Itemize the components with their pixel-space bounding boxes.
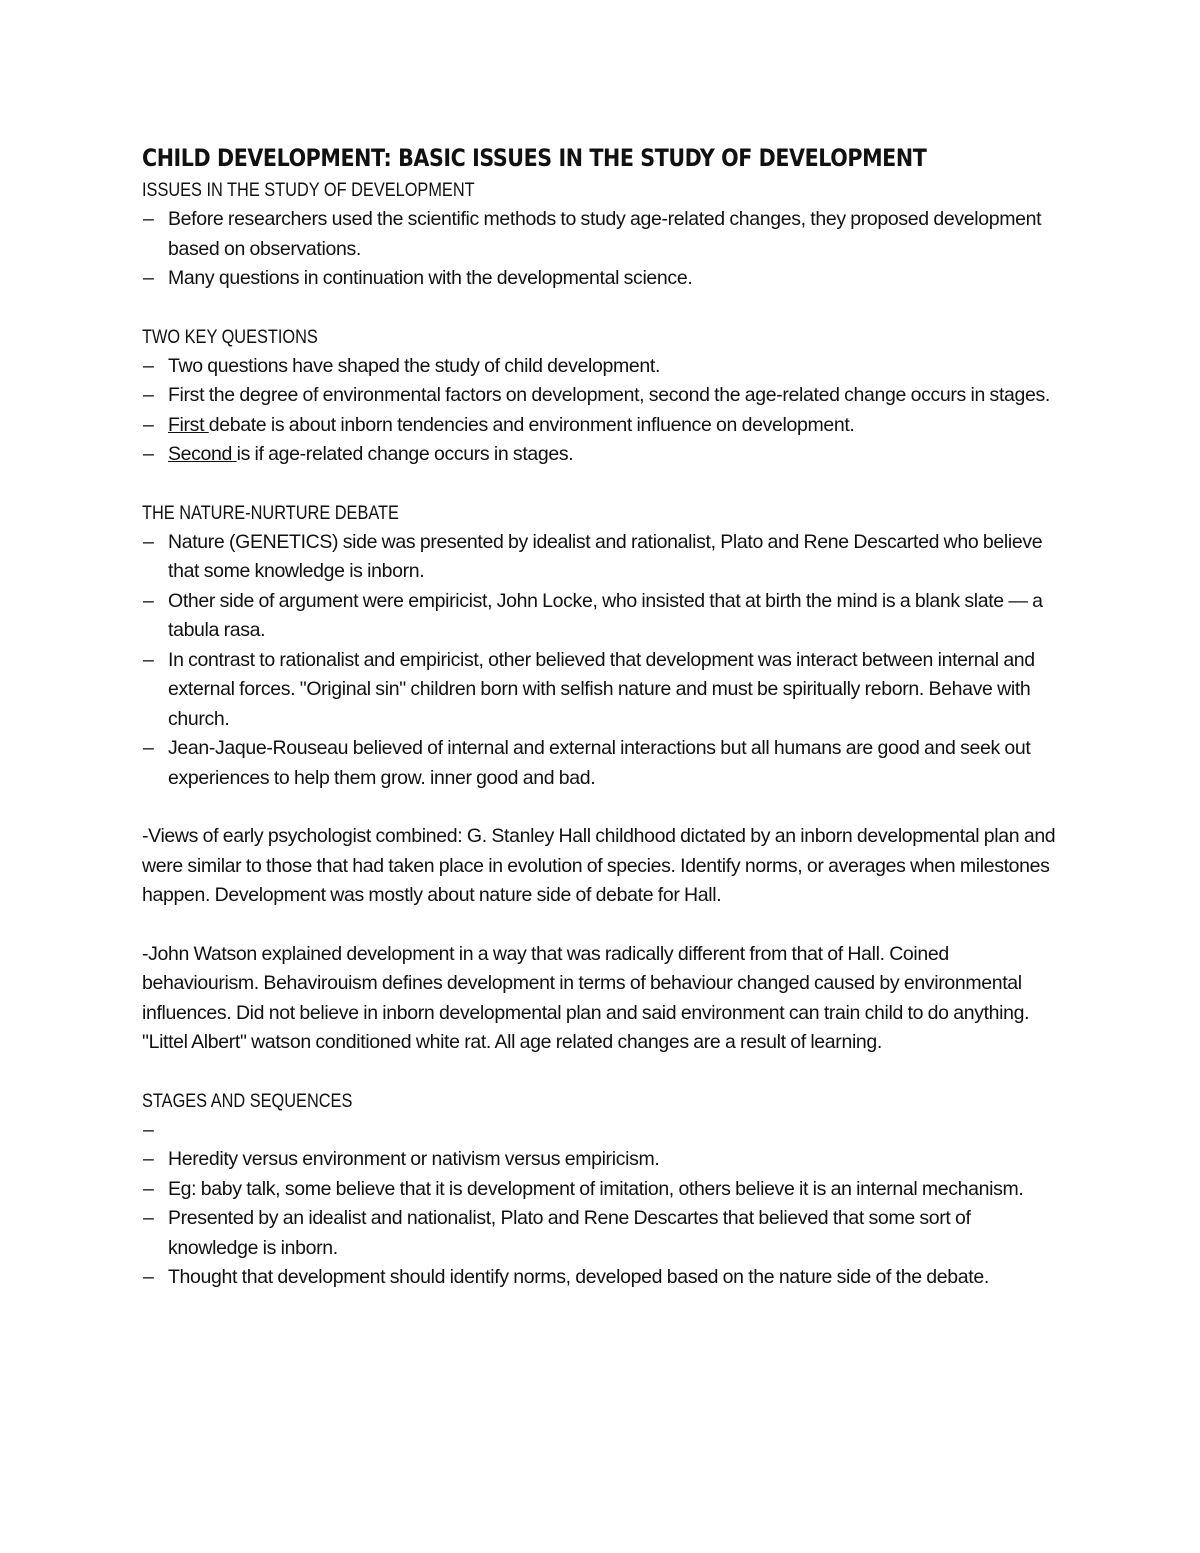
list-item xyxy=(142,528,1062,587)
list-item xyxy=(142,352,1062,382)
list-item xyxy=(142,1204,1062,1263)
dash-bullet-icon: – xyxy=(143,443,154,465)
list-item xyxy=(142,646,1062,735)
list-item-text: Other side of argument were empiricist, John Locke, who insisted that at birth the mind is a blank slate — a tabula rasa. xyxy=(168,589,1043,641)
dash-bullet-icon: – xyxy=(143,1207,154,1229)
list-item-text: Presented by an idealist and nationalist, Plato and Rene Descartes that believed that some sort of knowledge is inborn. xyxy=(168,1207,971,1259)
list-item-text: Many questions in continuation with the developmental science. xyxy=(168,267,693,289)
list-item xyxy=(142,734,1062,793)
list-item-text: Before researchers used the scientific methods to study age-related changes, they proposed development based on observations. xyxy=(168,208,1042,260)
section-heading: THE NATURE-NURTURE DEBATE xyxy=(142,502,399,524)
spacer xyxy=(142,793,1062,822)
spacer xyxy=(142,1058,1062,1087)
list-item xyxy=(142,411,1062,441)
list-item-text: Nature (GENETICS) side was presented by idealist and rationalist, Plato and Rene Descarted who believe that some knowledge is inborn. xyxy=(168,530,1043,582)
bullet-list xyxy=(142,352,1062,470)
dash-bullet-icon: – xyxy=(143,1177,154,1200)
list-item-text: Eg: baby talk, some believe that it is development of imitation, others believe it is an internal mechanism. xyxy=(168,1177,1024,1200)
section-heading: STAGES AND SEQUENCES xyxy=(142,1090,353,1112)
list-item xyxy=(142,264,1062,294)
paragraph-watson: -John Watson explained development in a way that was radically different from that of Hall. Coined behaviourism. Behavirouism defines development in terms of behaviour changed caused by environmental influences. Did not believe in inborn developmental plan and said environment can train child to do anything. "Littel Albert" watson conditioned white rat. All age related changes are a result of learning. xyxy=(142,942,1030,1053)
list-item-text: First the degree of environmental factors on development, second the age-related change occurs in stages. xyxy=(168,384,1050,406)
underlined-term: Second xyxy=(168,443,237,465)
document-title: CHILD DEVELOPMENT: BASIC ISSUES IN THE STUDY OF DEVELOPMENT xyxy=(142,144,927,172)
paragraph-hall: -Views of early psychologist combined: G. Stanley Hall childhood dictated by an inborn developmental plan and were similar to those that had taken place in evolution of species. Identify norms, or averages when milestones happen. Development was mostly about nature side of debate for Hall. xyxy=(142,825,1056,906)
list-item-text: In contrast to rationalist and empiricist, other believed that development was interact between internal and external forces. "Original sin" children born with selfish nature and must be spiritually reborn. Behave with church. xyxy=(168,648,1035,730)
section-issues xyxy=(142,176,1062,294)
spacer xyxy=(142,911,1062,940)
dash-bullet-icon: – xyxy=(143,354,154,377)
dash-bullet-icon: – xyxy=(143,648,154,671)
spacer xyxy=(142,1116,1062,1146)
bullet-list xyxy=(142,528,1062,794)
section-stages xyxy=(142,1087,1062,1293)
list-item-text: Thought that development should identify norms, developed based on the nature side of the debate. xyxy=(168,1266,989,1288)
list-item xyxy=(142,440,1062,470)
dash-bullet-icon: – xyxy=(143,737,154,759)
list-item-text: is if age-related change occurs in stages. xyxy=(236,443,574,465)
list-item xyxy=(142,587,1062,646)
dash-bullet-icon: – xyxy=(143,208,154,230)
list-item xyxy=(142,1175,1062,1205)
list-item-text: Heredity versus environment or nativism versus empiricism. xyxy=(168,1148,660,1170)
list-item-text: Jean-Jaque-Rouseau believed of internal and external interactions but all humans are good and seek out experiences to help them grow. inner good and bad. xyxy=(168,737,1031,789)
spacer xyxy=(142,470,1062,499)
document-page xyxy=(142,140,1062,1293)
dash-bullet-icon: – xyxy=(143,589,154,612)
list-item-text: Two questions have shaped the study of child development. xyxy=(168,354,661,377)
dash-bullet-icon: – xyxy=(143,1148,154,1170)
dash-bullet-icon: – xyxy=(143,384,154,406)
dash-bullet-icon: – xyxy=(143,530,154,553)
list-item xyxy=(142,1145,1062,1175)
list-item-text: debate is about inborn tendencies and environment influence on development. xyxy=(208,413,855,436)
section-nature-nurture xyxy=(142,499,1062,794)
dash-bullet-icon: – xyxy=(143,413,154,436)
list-item xyxy=(142,205,1062,264)
underlined-term: First xyxy=(168,413,209,436)
section-heading: TWO KEY QUESTIONS xyxy=(142,326,318,348)
list-item xyxy=(142,381,1062,411)
list-item xyxy=(142,1263,1062,1293)
bullet-list xyxy=(142,1145,1062,1293)
section-heading: ISSUES IN THE STUDY OF DEVELOPMENT xyxy=(142,180,475,201)
dash-bullet-icon: – xyxy=(143,1266,154,1288)
section-key-questions xyxy=(142,323,1062,470)
spacer xyxy=(142,294,1062,323)
bullet-list xyxy=(142,205,1062,294)
dash-bullet-icon: – xyxy=(143,267,154,289)
dash-bullet-icon: – xyxy=(143,1118,154,1141)
